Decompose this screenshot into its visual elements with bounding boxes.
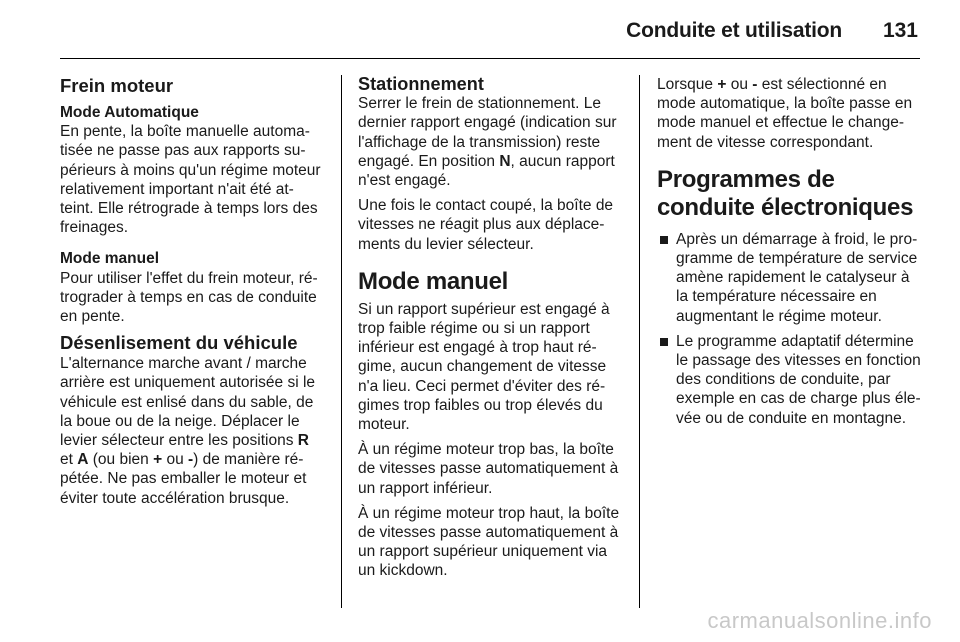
list-item: Le programme adaptatif détermine le passage des vitesses en fonction des conditions de conduite, par exemple en cas de charge plus éle-vée ou de conduite en montagne. xyxy=(657,332,923,428)
paragraph-stationnement-1: Serrer le frein de stationnement. Le dernier rapport engagé (indication sur l'affichage de la transmission) reste engagé. En position N, aucun rapport n'est engagé. xyxy=(358,95,617,190)
page-number: 131 xyxy=(882,19,918,42)
column-1 xyxy=(60,75,326,514)
watermark: carmanualsonline.info xyxy=(707,608,932,633)
subheading-mode-manuel: Mode manuel xyxy=(60,250,160,268)
key-plus: + xyxy=(153,451,163,469)
section-heading-desenlisement: Désenlisement du véhicule xyxy=(60,332,298,354)
programmes-list xyxy=(657,230,923,428)
section-heading-frein-moteur: Frein moteur xyxy=(60,75,174,96)
bullet-square-icon xyxy=(660,236,668,244)
list-item: Après un démarrage à froid, le pro-gramme de température de service amène rapidement le catalyseur à la température nécessaire en augmentant le régime moteur. xyxy=(657,230,923,326)
key-a: A xyxy=(77,451,89,469)
paragraph-stationnement-2: Une fois le contact coupé, la boîte de vitesses ne réagit plus aux déplace-ments du levier sélecteur. xyxy=(358,197,614,253)
key-minus: - xyxy=(752,76,758,93)
column-2 xyxy=(358,75,624,587)
section-heading-programmes: Programmes de conduite électroniques xyxy=(657,165,914,221)
subheading-mode-automatique: Mode Automatique xyxy=(60,104,199,121)
column-3 xyxy=(657,75,923,434)
bullet-square-icon xyxy=(660,338,668,346)
paragraph-mode-manuel-3: À un régime moteur trop haut, la boîte de vitesses passe automatiquement à un rapport supérieur uniquement via un kickdown. xyxy=(358,504,620,580)
key-n: N xyxy=(499,152,511,170)
column-divider-1 xyxy=(341,75,342,608)
key-minus: - xyxy=(188,451,194,469)
header-divider xyxy=(60,58,920,59)
subheading-stationnement: Stationnement xyxy=(358,74,484,94)
key-r: R xyxy=(297,432,309,450)
paragraph-mode-manuel: Pour utiliser l'effet du frein moteur, ré-trograder à temps en cas de conduite en pente. xyxy=(60,269,318,326)
paragraph-mode-automatique: En pente, la boîte manuelle automa-tisée ne passe pas aux rapports su-périeurs à moins qu'un régime moteur relativement important n'ait été at-teint. Elle rétrograde à temps lors des freinages. xyxy=(60,123,321,237)
paragraph-desenlisement: L'alternance marche avant / marche arrière est uniquement autorisée si le véhicule est enlisé dans du sable, de la boue ou de la neige. Déplacer le levier sélecteur entre les positions R et A (ou bien + ou -) de manière ré-pétée. Ne pas emballer le moteur et éviter toute accélération brusque. xyxy=(60,355,316,507)
section-heading-mode-manuel: Mode manuel xyxy=(358,267,509,295)
key-plus: + xyxy=(717,76,727,93)
paragraph-mode-manuel-2: À un régime moteur trop bas, la boîte de vitesses passe automatiquement à un rapport inférieur. xyxy=(358,441,619,497)
paragraph-intro: Lorsque + ou - est sélectionné en mode automatique, la boîte passe en mode manuel et effectue le change-ment de vitesse correspondant. xyxy=(657,76,913,151)
paragraph-mode-manuel-1: Si un rapport supérieur est engagé à trop faible régime ou si un rapport inférieur est engagé à trop haut ré-gime, aucun changement de vitesse n'a lieu. Ceci permet d'éviter des ré-gimes trop faibles ou trop élevés du moteur. xyxy=(358,300,610,434)
page-header-title: Conduite et utilisation xyxy=(626,19,842,42)
page-header xyxy=(0,0,960,58)
column-divider-2 xyxy=(639,75,640,608)
